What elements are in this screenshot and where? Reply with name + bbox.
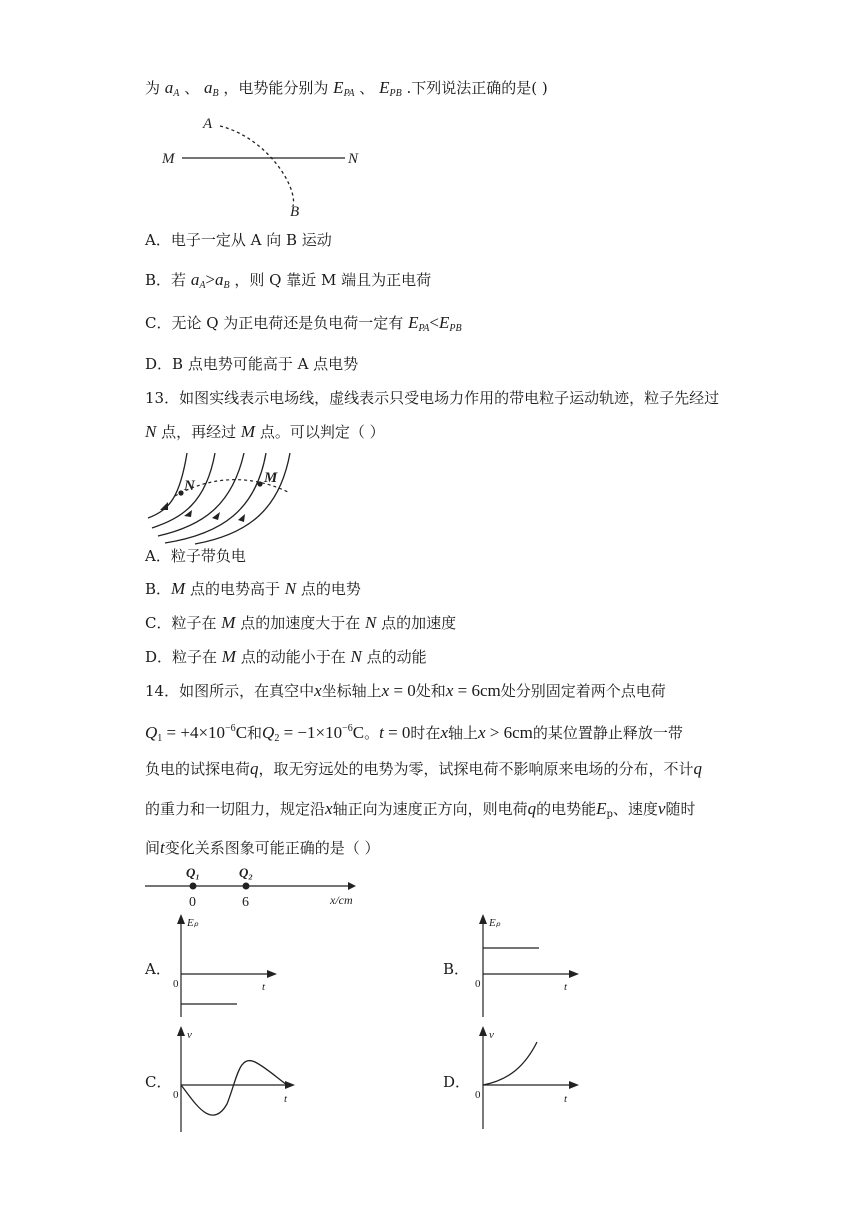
graph-a-t-label: t: [262, 981, 266, 993]
q14-text: 的某位置静止释放一带: [532, 724, 683, 742]
q13-var-n: N: [284, 579, 297, 598]
q12-option-a: A．电子一定从 A 向 B 运动: [145, 231, 332, 249]
q14-graph-b: [467, 912, 587, 1022]
q14-text: 负电的试探电荷: [145, 760, 251, 778]
q13-var-n: N: [364, 613, 377, 632]
q14-text: ，取无穷远处的电势为零，试探电荷不影响原来电场的分布，不计: [258, 760, 694, 778]
q14-stem-line1: 14．如图所示，在真空中x坐标轴上x = 0处和x = 6cm处分别固定着两个点电荷: [145, 681, 666, 700]
q12-stem-sep: 、: [184, 79, 200, 97]
q14-text: 变化关系图象可能正确的是（ ）: [164, 839, 380, 857]
q14-axis-figure: [140, 862, 370, 912]
q14-stem-line4: 的重力和一切阻力，规定沿x轴正向为速度正方向，则电荷q的电势能$E_p$、速度v随时: [145, 799, 696, 820]
q14-text: 的重力和一切阻力，规定沿: [145, 800, 326, 818]
q12-stem-mid: ，电势能分别为: [223, 79, 329, 97]
q12-option-c-lead: C．无论 Q 为正电荷还是负电荷一定有: [145, 314, 404, 332]
q13-stem-line2: [145, 422, 385, 442]
q14-text: 轴上: [447, 724, 478, 742]
graph-d-t-label: t: [564, 1093, 568, 1105]
q13-var-m: M: [221, 613, 236, 632]
q14-stem-line3: 负电的试探电荷q，取无穷远处的电势为零，试探电荷不影响原来电场的分布，不计q: [145, 759, 703, 778]
q14-text: 和: [247, 724, 263, 742]
q14-tick-6: 6: [242, 895, 249, 910]
q14-text: 、速度: [612, 800, 658, 818]
q12-label-b: B: [290, 204, 300, 220]
q13-text: 点的动能: [361, 648, 427, 666]
q13-var-m: M: [171, 579, 186, 598]
q14-label-q2: Q₂: [239, 865, 253, 880]
q14-option-c-label: C．: [145, 1073, 172, 1091]
q12-option-c: C．无论 Q 为正电荷还是负电荷一定有 $E_{PA}<E_{PB}$: [145, 313, 462, 334]
symbol-EPB: $E_{PB}$: [439, 313, 462, 334]
q13-text: 点的加速度大于在: [235, 614, 365, 632]
q14-option-b-label: B．: [443, 960, 470, 978]
q13-text: C．粒子在: [145, 614, 222, 632]
q13-stem-line1: 13．如图实线表示电场线，虚线表示只受电场力作用的带电粒子运动轨迹，粒子先经过: [145, 389, 720, 407]
graph-c-v-label: v: [187, 1029, 192, 1041]
q13-text: D．粒子在: [145, 648, 222, 666]
q12-figure: [150, 110, 380, 222]
q14-label-q1: Q₁: [186, 865, 200, 880]
q12-stem-sep2: 、: [359, 79, 375, 97]
symbol-aB: $a_B$: [203, 78, 219, 99]
q14-text: 轴正向为速度正方向，则电荷: [332, 800, 528, 818]
q14-text: 坐标轴上: [321, 682, 382, 700]
q12-option-b-lead: B．若: [145, 271, 187, 289]
q14-text: 的电势能: [536, 800, 597, 818]
q12-stem: [145, 78, 548, 104]
q13-var-n: N: [145, 422, 157, 441]
graph-b-t-label: t: [564, 981, 568, 993]
q13-text: 点的加速度: [376, 614, 457, 632]
q13-option-c: [145, 613, 456, 633]
graph-c-t-label: t: [284, 1093, 288, 1105]
q14-option-d-label: D．: [443, 1073, 471, 1091]
graph-b-ep-label: Eₚ: [489, 917, 501, 929]
graph-d-origin: 0: [475, 1089, 481, 1101]
charge-q2-value: $Q2 = -1\times 10^{-6}C$: [262, 723, 365, 744]
q13-text: B．: [145, 580, 172, 598]
symbol-aA: $a_A$: [164, 78, 180, 99]
symbol-EPB: $E_{PB}$: [379, 78, 402, 99]
q14-stem-line5: 间t变化关系图象可能正确的是（ ）: [145, 838, 380, 857]
q13-var-n: N: [350, 647, 362, 666]
q14-text: 处分别固定着两个点电荷: [500, 682, 666, 700]
q12-label-n: N: [348, 151, 359, 167]
q12-label-a: A: [203, 116, 213, 132]
q13-text: 点，再经过: [156, 423, 241, 441]
q13-var-m: M: [240, 422, 256, 441]
q12-stem-lead: 为: [145, 79, 161, 97]
q12-option-d: D．B 点电势可能高于 A 点电势: [145, 355, 359, 373]
q14-option-a-label: A．: [145, 960, 171, 978]
q14-text: 时在: [410, 724, 441, 742]
q14-graph-d: [467, 1024, 587, 1134]
graph-c-origin: 0: [173, 1089, 179, 1101]
q14-stem-line2: $Q1 = +4\times 10^{-6}C$和$Q2 = -1\times 10^{-6}C$。t = 0时在x轴上x > 6cm的某位置静止释放一带: [145, 723, 683, 744]
q14-graph-a: [165, 912, 285, 1022]
q13-var-m: M: [221, 647, 236, 666]
symbol-aB: $a_B$: [215, 270, 230, 291]
q13-figure: [140, 448, 300, 548]
q13-text: 点的电势高于: [185, 580, 285, 598]
graph-d-v-label: v: [489, 1029, 494, 1041]
symbol-aA: $a_A$: [190, 270, 206, 291]
graph-a-origin: 0: [173, 978, 179, 990]
q13-label-m: M: [264, 470, 278, 486]
symbol-EPA: $E_{PA}$: [333, 78, 355, 99]
charge-q1-value: $Q1 = +4\times 10^{-6}C$: [145, 723, 248, 744]
symbol-EPA: $E_{PA}$: [408, 313, 430, 334]
q13-option-a: A．粒子带负电: [145, 547, 246, 565]
q14-text: 14．如图所示，在真空中: [145, 682, 315, 700]
q13-text: 点的动能小于在: [235, 648, 351, 666]
graph-a-ep-label: Eₚ: [187, 917, 199, 929]
q13-text: 点的电势: [296, 580, 361, 598]
q14-text: 随时: [665, 800, 696, 818]
q13-option-d: [145, 647, 427, 667]
q14-text: 处和: [415, 682, 446, 700]
q13-label-n: N: [184, 478, 195, 494]
q12-option-b-tail: ，则 Q 靠近 M 端且为正电荷: [234, 271, 432, 289]
q13-text: 点。可以判定（ ）: [255, 423, 385, 441]
q14-graph-c: [165, 1024, 300, 1134]
q12-label-m: M: [162, 151, 175, 167]
q14-text: 间: [145, 839, 161, 857]
q12-option-b: B．若 $a_A>a_B$ ，则 Q 靠近 M 端且为正电荷: [145, 270, 432, 291]
q13-option-b: [145, 579, 361, 599]
q14-text: 。: [364, 724, 380, 742]
q14-tick-0: 0: [189, 895, 196, 910]
q12-stem-tail: .下列说法正确的是( ): [406, 79, 548, 97]
q14-axis-unit: x/cm: [330, 893, 353, 907]
graph-b-origin: 0: [475, 978, 481, 990]
